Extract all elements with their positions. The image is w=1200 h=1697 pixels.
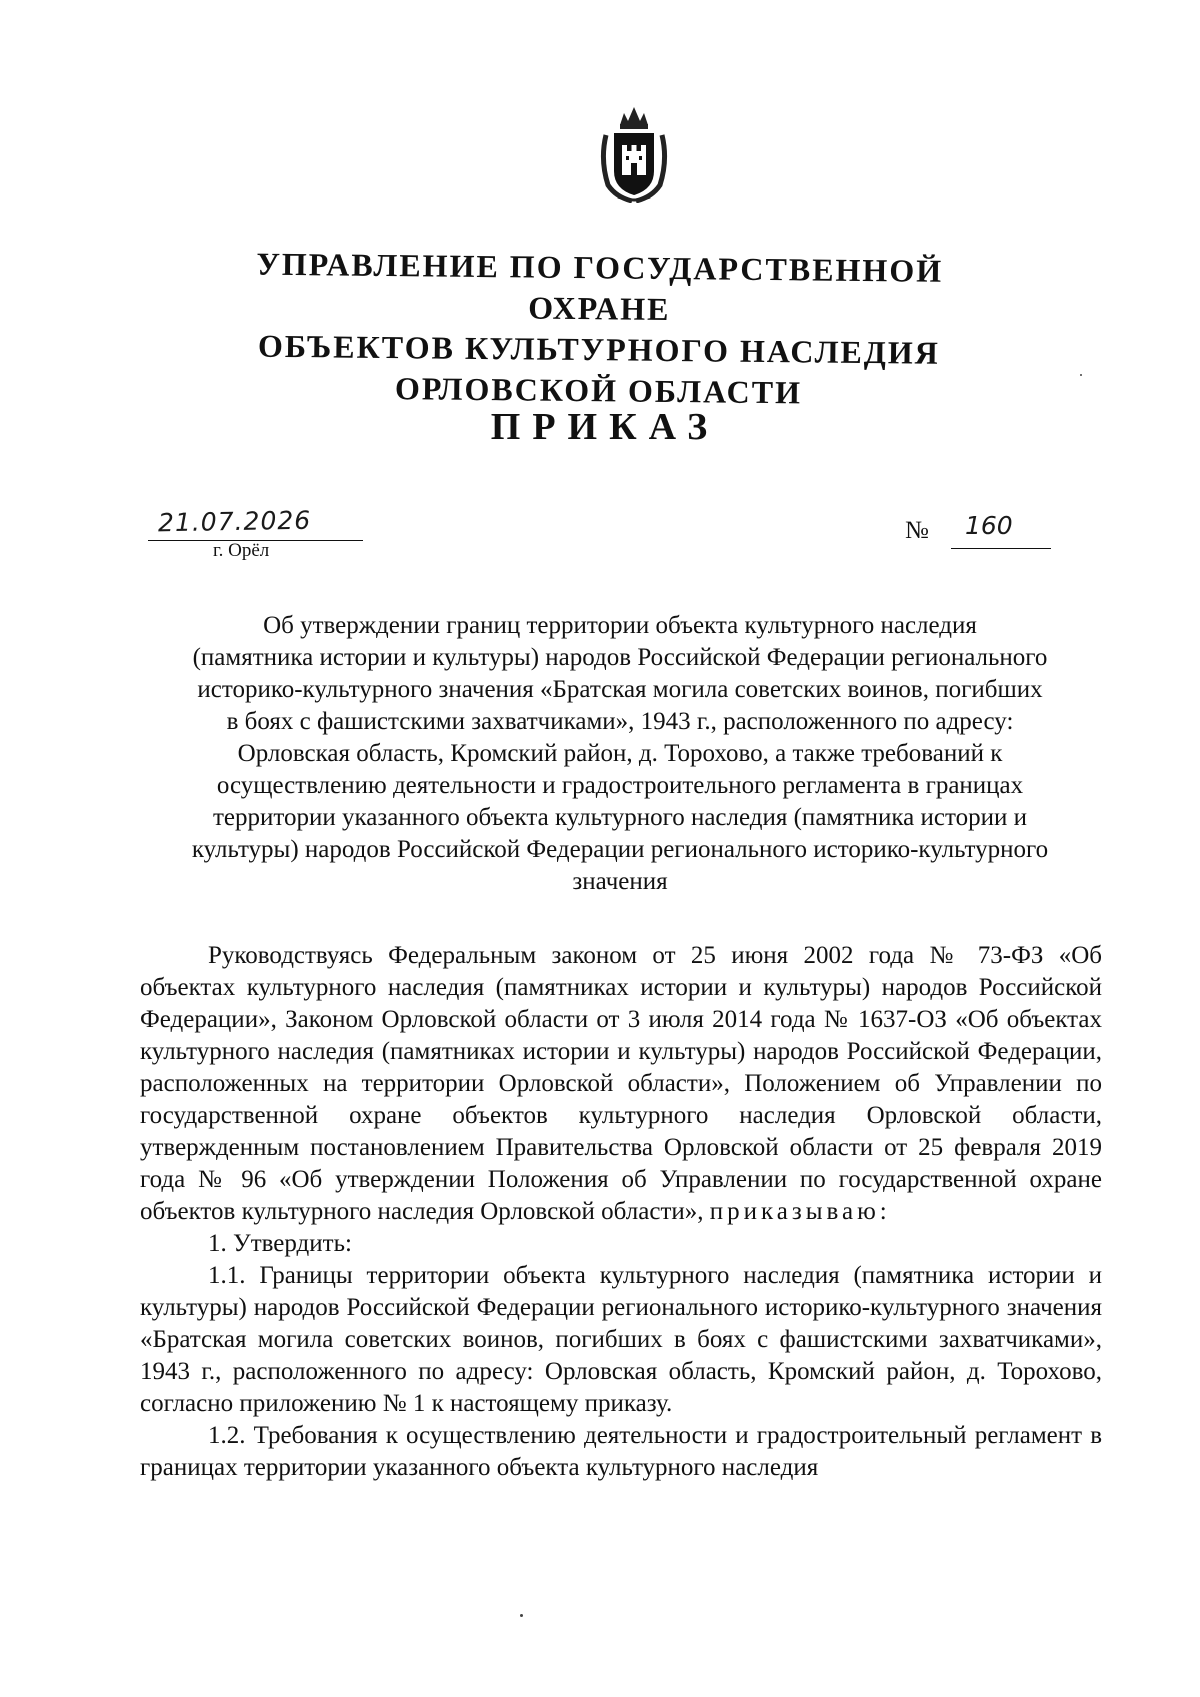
- handwritten-date: 21.07.2026: [157, 505, 312, 538]
- item-1-1: 1.1. Границы территории объекта культурного наследия (памятника истории и культуры) народов Российской Федерации регионального историко-культурного значения «Братская могила советских воинов, погибших в боях с фашистскими захватчиками», 1943 г., расположенного по адресу: Орловская область, Кромский район, д. Торохово, согласно приложению № 1 к настоящему приказу.: [140, 1262, 1102, 1417]
- org-name-line: ОБЪЕКТОВ КУЛЬТУРНОГО НАСЛЕДИЯ: [257, 327, 941, 371]
- subject-line: территории указанного объекта культурного наследия (памятника истории и: [212, 804, 1027, 831]
- number-underline: [951, 548, 1051, 549]
- subject-line: (памятника истории и культуры) народов Российской Федерации регионального: [192, 644, 1048, 671]
- scan-speck: [520, 1614, 523, 1617]
- order-word: приказываю:: [709, 1198, 891, 1225]
- preamble-paragraph: [140, 940, 1102, 1228]
- order-body: [140, 940, 1102, 1484]
- item-1: 1. Утвердить:: [208, 1230, 352, 1257]
- subject-line: Об утверждении границ территории объекта культурного наследия: [263, 612, 977, 639]
- preamble-text: Руководствуясь Федеральным законом от 25 июня 2002 года № 73-ФЗ «Об объектах культурного наследия (памятниках истории и культуры) народов Российской Федерации», Законом Орловской области от 3 июля 2014 года № 1637-ОЗ «Об объектах культурного наследия (памятниках истории и культуры) народов Российской Федерации, расположенных на территории Орловской области», Положением об Управлении по государственной охране объектов культурного наследия Орловской области, утвержденным постановлением Правительства Орловской области от 25 февраля 2019 года № 96 «Об утверждении Положения об Управлении по государственной охране объектов культурного наследия Орловской области»,: [140, 942, 1102, 1225]
- subject-line: осуществлению деятельности и градостроительного регламента в границах: [216, 772, 1024, 799]
- coat-of-arms-icon: [598, 105, 670, 203]
- date-block: [148, 507, 363, 567]
- handwritten-number: 160: [965, 511, 1013, 540]
- org-name-line: ОРЛОВСКОЙ ОБЛАСТИ: [394, 370, 803, 411]
- number-sign: №: [905, 517, 929, 544]
- subject-line: в боях с фашистскими захватчиками», 1943 г., расположенного по адресу:: [226, 708, 1014, 735]
- document-type-title: ПРИКАЗ: [490, 406, 720, 448]
- org-name-line: УПРАВЛЕНИЕ ПО ГОСУДАРСТВЕННОЙ ОХРАНЕ: [256, 245, 944, 327]
- subject-line: культуры) народов Российской Федерации регионального историко-культурного: [191, 836, 1049, 863]
- city-label: г. Орёл: [213, 540, 270, 561]
- subject-line: Орловская область, Кромский район, д. Торохово, а также требований к: [237, 740, 1003, 767]
- order-subject: [140, 610, 1100, 898]
- organization-name: [193, 243, 1005, 415]
- subject-line: значения: [572, 868, 668, 895]
- item-1-2: 1.2. Требования к осуществлению деятельности и градостроительный регламент в границах территории указанного объекта культурного наследия: [140, 1422, 1102, 1481]
- number-block: [905, 511, 1055, 555]
- scan-speck: [1080, 374, 1082, 376]
- subject-line: историко-культурного значения «Братская могила советских воинов, погибших: [197, 676, 1043, 703]
